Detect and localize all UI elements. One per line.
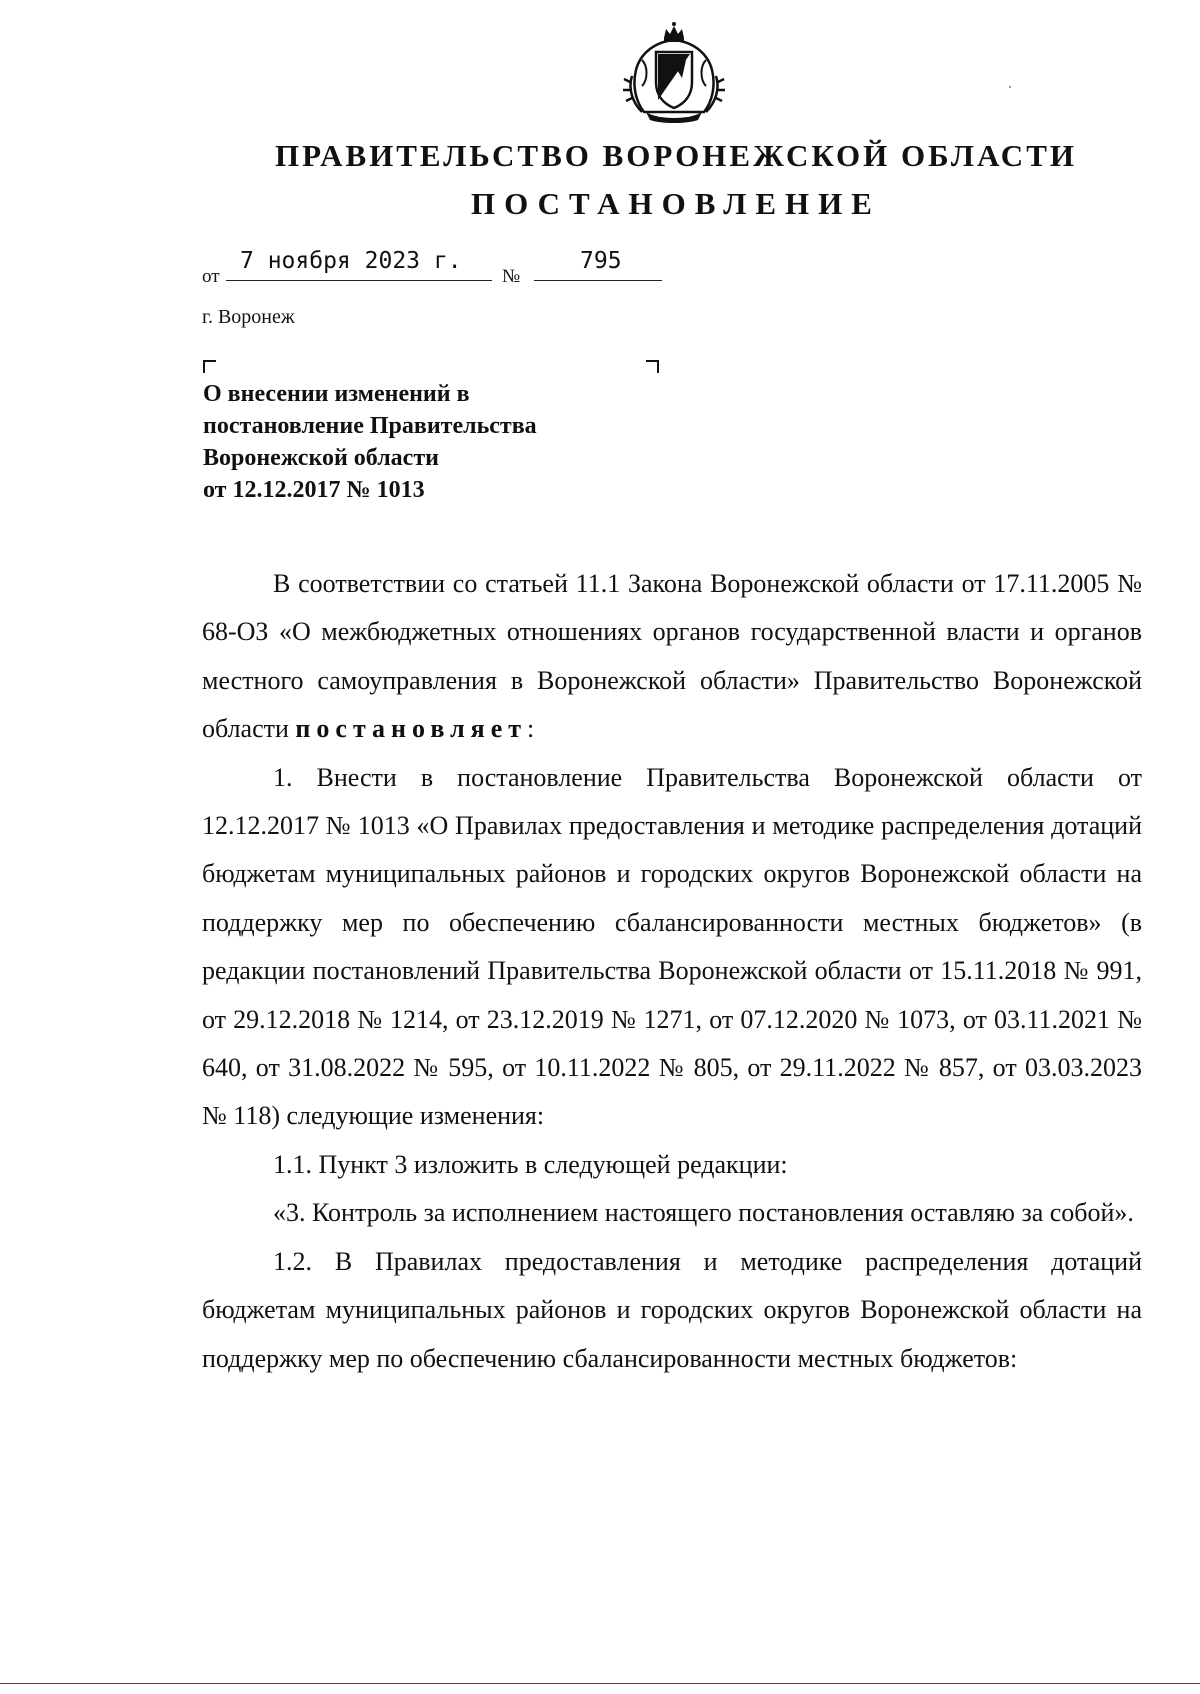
document-subject: [203, 378, 643, 506]
subject-line: О внесении изменений в: [203, 381, 470, 407]
page-edge-rule: [0, 1683, 1200, 1684]
document-type: ПОСТАНОВЛЕНИЕ: [471, 186, 881, 221]
item-1-1-quote: «3. Контроль за исполнением настоящего постановления оставляю за собой».: [273, 1198, 1134, 1228]
item-1-paragraph: 1. Внести в постановление Правительства Воронежской области от 12.12.2017 № 1013 «О Правилах предоставления и методике распределения дотаций бюджетам муниципальных районов и городских округов Воронежской области на поддержку мер по обеспечению сбалансированности местных бюджетов» (в редакции постановлений Правительства Воронежской области от 15.11.2018 № 991, от 29.12.2018 № 1214, от 23.12.2019 № 1271, от 07.12.2020 № 1073, от 03.11.2021 № 640, от 31.08.2022 № 595, от 10.11.2022 № 805, от 29.11.2022 № 857, от 03.03.2023 № 118) следующие изменения:: [202, 762, 1142, 1131]
voronezh-coat-of-arms-icon: [618, 20, 730, 124]
date-from-label: от: [202, 266, 220, 287]
issue-city: г. Воронеж: [202, 306, 295, 328]
subject-line: Воронежской области: [203, 445, 439, 471]
subject-bracket-left: [203, 360, 216, 373]
preamble-text: В соответствии со статьей 11.1 Закона Воронежской области от 17.11.2005 № 68-ОЗ «О межбюджетных отношениях органов государственной власти и органов местного самоуправления в Воронежской области» Правительство Воронежской области: [202, 569, 1142, 744]
government-title: ПРАВИТЕЛЬСТВО ВОРОНЕЖСКОЙ ОБЛАСТИ: [275, 138, 1077, 173]
preamble-paragraph: [202, 560, 1142, 754]
scan-speck: [1009, 86, 1011, 88]
item-1-1-paragraph: 1.1. Пункт 3 изложить в следующей редакции:: [273, 1149, 788, 1179]
subject-bracket-right: [646, 360, 659, 373]
decree-colon: :: [527, 714, 535, 744]
decree-word: постановляет: [295, 714, 528, 744]
subject-line: постановление Правительства: [203, 413, 537, 439]
item-1-2-paragraph: 1.2. В Правилах предоставления и методике распределения дотаций бюджетам муниципальных районов и городских округов Воронежской области на поддержку мер по обеспечению сбалансированности местных бюджетов:: [202, 1246, 1142, 1373]
document-body: [202, 560, 1142, 1383]
number-label: №: [502, 266, 521, 287]
subject-line: от 12.12.2017 № 1013: [203, 477, 425, 503]
issue-date: 7 ноября 2023 г.: [226, 248, 492, 281]
issue-number: 795: [534, 248, 662, 281]
